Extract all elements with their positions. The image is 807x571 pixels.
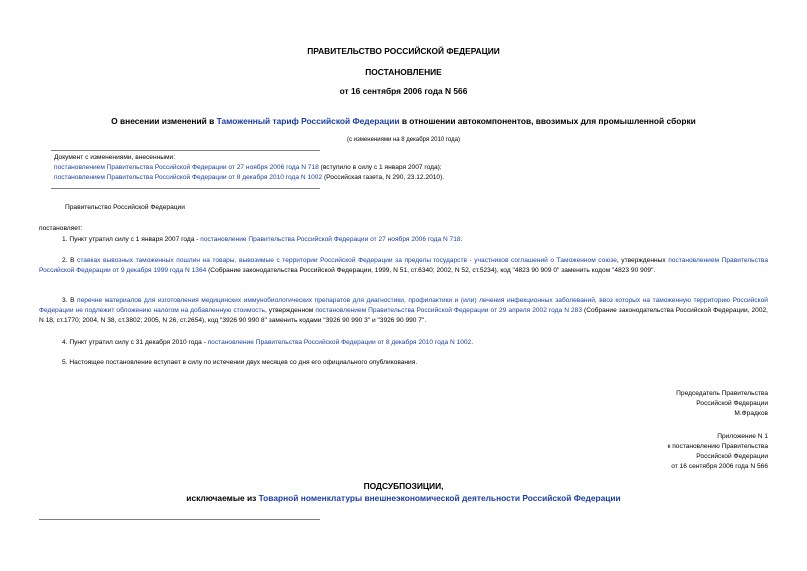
title-text-end: в отношении автокомпонентов, ввозимых для промышленной сборки — [399, 116, 696, 126]
resolution-1364-link[interactable]: постановлением Правительства Российской Федерации от 9 декабря 1999 года N 1364 — [39, 257, 768, 274]
amendment-1-note: (вступило в силу с 1 января 2007 года); — [318, 164, 442, 171]
paragraph-1-link[interactable]: постановление Правительства Российской Федерации от 27 ноября 2006 года N 718 — [200, 236, 461, 243]
appendix-ref-3: от 16 сентября 2006 года N 566 — [671, 463, 768, 470]
paragraph-3-mid: , утвержденном — [264, 307, 316, 314]
title-text-start: О внесении изменений в — [111, 116, 217, 126]
paragraph-3-tail: (Собрание законодательства Российской Федерации, 2002, N 18, ст.1770; 2004, N 38, ст.3802; 2005, N 26, ст.2654), код "3926 90 990 8" заменить кодами "3926 90 990 3" и "3926 90 990 7". — [39, 307, 769, 324]
signature-position: Председатель Правительства — [676, 390, 768, 397]
resolution-283-link[interactable]: постановлением Правительства Российской Федерации от 29 апреля 2002 года N 283 — [315, 307, 583, 314]
preamble: Правительство Российской Федерации — [65, 204, 185, 211]
signature-block — [468, 389, 768, 419]
changes-box-bottom-rule — [51, 188, 320, 189]
paragraph-3-number: 3. В — [62, 297, 78, 304]
government-heading: ПРАВИТЕЛЬСТВО РОССИЙСКОЙ ФЕДЕРАЦИИ — [307, 46, 500, 56]
changes-item-2 — [54, 173, 754, 183]
amendment-link-1002[interactable]: постановлением Правительства Российской Федерации от 8 декабря 2010 года N 1002 — [54, 174, 323, 181]
paragraph-2 — [39, 256, 768, 276]
decrees-word: постановляет: — [39, 225, 83, 232]
paragraph-4 — [62, 338, 762, 348]
bottom-rule — [39, 519, 320, 520]
changes-box — [54, 153, 754, 183]
changes-box-heading: Документ с изменениями, внесенными: — [54, 154, 176, 161]
changes-item-1 — [54, 163, 754, 173]
document-title — [0, 116, 807, 126]
subpositions-title: ПОДСУБПОЗИЦИИ, — [363, 481, 444, 491]
subpositions-subtitle-text: исключаемые из — [186, 493, 259, 503]
paragraph-2-number: 2. В — [62, 257, 78, 264]
document-date-number: от 16 сентября 2006 года N 566 — [339, 86, 468, 96]
paragraph-4-end: . — [471, 339, 474, 346]
paragraph-1 — [62, 235, 762, 245]
appendix-block — [468, 432, 768, 472]
revision-note: (с изменениями на 8 декабря 2010 года) — [347, 137, 460, 143]
appendix-number: Приложение N 1 — [717, 433, 768, 440]
paragraph-4-text: 4. Пункт утратил силу с 31 декабря 2010 года - — [62, 339, 208, 346]
subpositions-subtitle — [0, 493, 807, 503]
paragraph-2-tail: (Собрание законодательства Российской Федерации, 1999, N 51, ст.6340; 2002, N 52, ст.5234), код "4823 90 909 0" заменить кодом "4823 90 909". — [206, 267, 656, 274]
paragraph-5: 5. Настоящее постановление вступает в силу по истечении двух месяцев со дня его официального опубликования. — [62, 359, 418, 366]
tn-ved-link[interactable]: Товарной номенклатуры внешнеэкономической деятельности Российской Федерации — [258, 493, 621, 503]
signature-country: Российской Федерации — [696, 400, 768, 407]
appendix-ref-1: к постановлению Правительства — [667, 443, 768, 450]
changes-box-top-rule — [51, 150, 320, 151]
paragraph-2-mid: , утвержденных — [616, 257, 669, 264]
amendment-link-718[interactable]: постановлением Правительства Российской Федерации от 27 ноября 2006 года N 718 — [54, 164, 319, 171]
appendix-ref-2: Российской Федерации — [696, 453, 768, 460]
paragraph-4-link[interactable]: постановление Правительства Российской Федерации от 8 декабря 2010 года N 1002 — [207, 339, 472, 346]
customs-tariff-link[interactable]: Таможенный тариф Российской Федерации — [216, 116, 400, 126]
export-duty-rates-link[interactable]: ставках вывозных таможенных пошлин на товары, вывозимые с территории Российской Федерации за пределы государств - участников соглашений о Таможенном союзе — [77, 257, 617, 264]
amendment-2-note: (Российская газета, N 290, 23.12.2010). — [322, 174, 445, 181]
paragraph-1-text: 1. Пункт утратил силу с 1 января 2007 года - — [62, 236, 201, 243]
signature-name: М.Фрадков — [734, 410, 768, 417]
paragraph-3 — [39, 296, 768, 326]
document-type: ПОСТАНОВЛЕНИЕ — [365, 67, 442, 77]
paragraph-1-end: . — [460, 236, 463, 243]
medical-materials-list-link[interactable]: перечне материалов для изготовления медицинских иммунобиологических препаратов для диагностики, профилактики и (или) лечения инфекционных заболеваний, ввоз которых на таможенную территорию Российской Федерации не подлежит обложению налогом на добавленную стоимость — [39, 297, 768, 314]
